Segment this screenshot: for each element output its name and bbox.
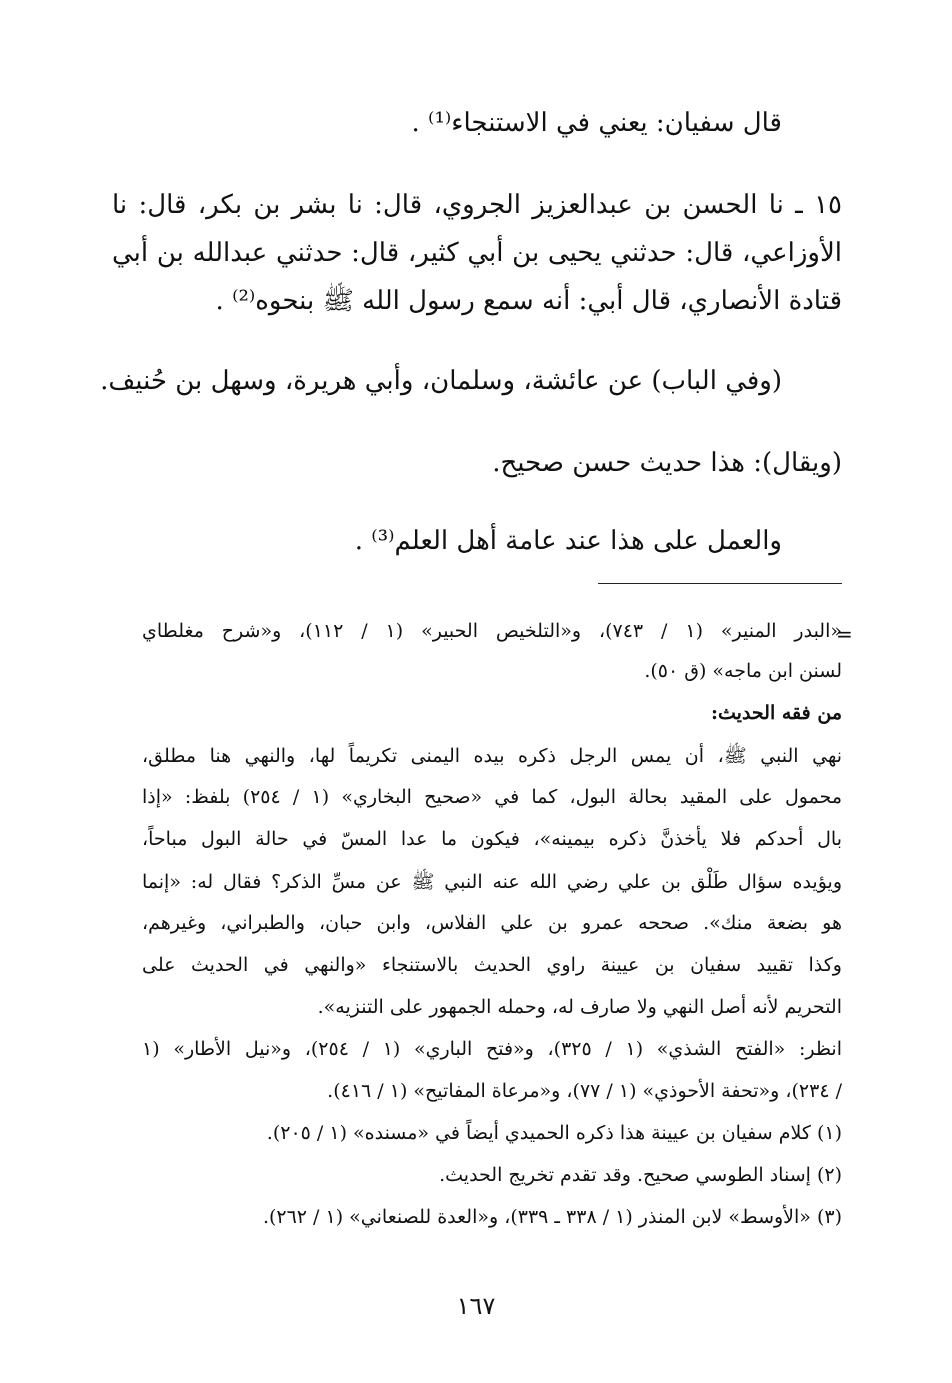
- main-line-1: قال سفيان: يعني في الاستنجاء⁽¹⁾ .: [411, 108, 782, 138]
- main-line-6: (ويقال): هذا حديث حسن صحيح.: [492, 448, 842, 478]
- main-line-3: الأوزاعي، قال: حدثني يحيى بن أبي كثير، قال: حدثني عبدالله بن أبي: [112, 238, 842, 268]
- footnote-heading: من فقه الحديث:: [710, 702, 842, 724]
- footnote-line-11: انظر: «الفتح الشذي» (١ / ٣٢٥)، و«فتح الباري» (١ / ٢٥٤)، و«نيل الأطار» (١: [142, 1038, 843, 1060]
- footnote-2: (٢) إسناد الطوسي صحيح. وقد تقدم تخريج الحديث.: [439, 1164, 842, 1186]
- page-number: ١٦٧: [456, 1292, 496, 1320]
- footnote-separator: [598, 583, 842, 584]
- footnote-line-2: لسنن ابن ماجه» (ق ٥٠).: [644, 660, 842, 682]
- footnote-line-6: بال أحدكم فلا يأخذنَّ ذكره بيمينه»، فيكون ما عدا المسّ في حالة البول مباحاً،: [142, 828, 842, 850]
- footnote-line-4: نهي النبي ﷺ، أن يمس الرجل ذكره بيده اليمنى تكريماً لها، والنهي هنا مطلق،: [142, 745, 842, 767]
- footnote-line-12: / ٢٣٤)، و«تحفة الأحوذي» (١ / ٧٧)، و«مرعاة المفاتيح» (١ / ٤١٦).: [327, 1080, 842, 1102]
- continuation-marker: =: [836, 622, 853, 646]
- main-line-5: (وفي الباب) عن عائشة، وسلمان، وأبي هريرة، وسهل بن حُنيف.: [100, 366, 782, 396]
- footnote-line-7: ويؤيده سؤال طَلْق بن علي رضي الله عنه النبي ﷺ عن مسِّ الذكر؟ فقال له: «إنما: [142, 871, 842, 893]
- footnote-line-9: وكذا تقييد سفيان بن عيينة راوي الحديث بالاستنجاء «والنهي في الحديث على: [142, 954, 842, 976]
- footnote-line-10: التحريم لأنه أصل النهي ولا صارف له، وحمله الجمهور على التنزيه».: [317, 996, 842, 1018]
- footnote-3: (٣) «الأوسط» لابن المنذر (١ / ٣٣٨ ـ ٣٣٩)، و«العدة للصنعاني» (١ / ٢٦٢).: [262, 1206, 842, 1228]
- main-line-4: قتادة الأنصاري، قال أبي: أنه سمع رسول الله ﷺ بنحوه⁽²⁾ .: [215, 286, 842, 316]
- main-line-2: ١٥ ـ نا الحسن بن عبدالعزيز الجروي، قال: نا بشر بن بكر، قال: نا: [112, 190, 842, 220]
- main-line-7: والعمل على هذا عند عامة أهل العلم⁽³⁾ .: [354, 526, 782, 556]
- footnote-line-1: «البدر المنير» (١ / ٧٤٣)، و«التلخيص الحبير» (١ / ١١٢)، و«شرح مغلطاي: [142, 620, 842, 642]
- footnote-1: (١) كلام سفيان بن عيينة هذا ذكره الحميدي أيضاً في «مسنده» (١ / ٢٠٥).: [266, 1122, 842, 1144]
- footnote-line-8: هو بضعة منك». صححه عمرو بن علي الفلاس، وابن حبان، والطبراني، وغيرهم،: [142, 912, 842, 934]
- footnote-line-5: محمول على المقيد بحالة البول، كما في «صحيح البخاري» (١ / ٢٥٤) بلفظ: «إذا: [142, 786, 843, 808]
